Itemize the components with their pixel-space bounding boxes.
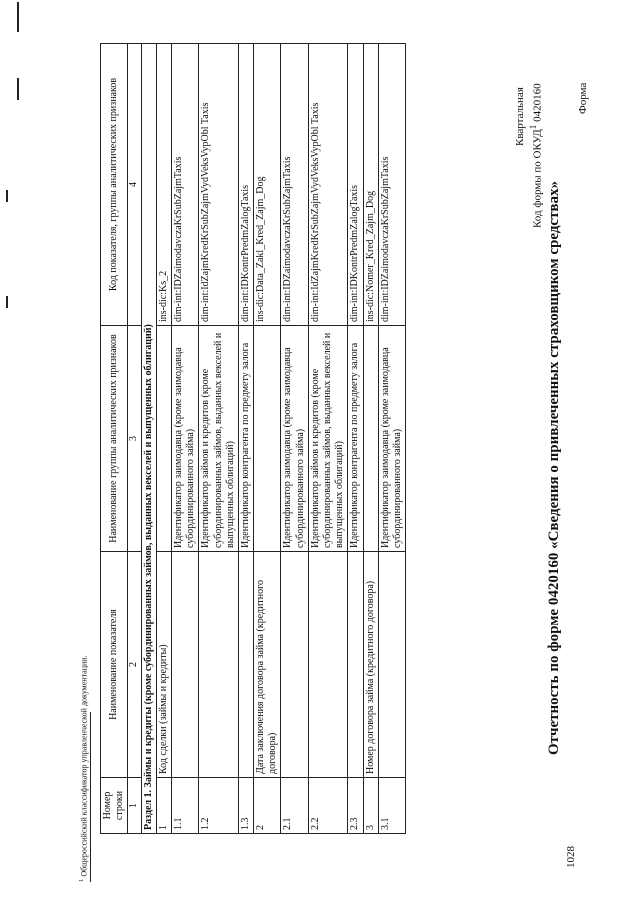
indicator-code: ins-dic:Ks_2 (156, 44, 171, 326)
footnote (78, 655, 89, 882)
row-number: 3.1 (378, 778, 405, 834)
row-number: 2 (254, 778, 281, 834)
indicator-name: Дата заключения договора займа (кредитного договора) (254, 552, 281, 778)
table-header-row (101, 44, 128, 834)
indicator-name: Номер договора займа (кредитного договора) (363, 552, 378, 778)
indicator-code: dim-int:IDKontrPredmZalogTaxis (348, 44, 363, 326)
column-number: 3 (128, 326, 141, 552)
indicator-name (199, 552, 239, 778)
document-page (50, 28, 610, 888)
okud-line (528, 83, 544, 228)
row-number: 1.1 (171, 778, 198, 834)
group-name: Идентификатор заимодавца (кроме заимодавца субординированного займа) (281, 326, 308, 552)
table-row (281, 44, 308, 834)
group-name: Идентификатор контрагента по предмету залога (348, 326, 363, 552)
table-row (363, 44, 378, 834)
scan-mark (6, 296, 8, 308)
group-name: Идентификатор заимодавца (кроме заимодавца субординированного займа) (171, 326, 198, 552)
report-table (100, 43, 406, 834)
indicator-name (238, 552, 253, 778)
indicator-name (378, 552, 405, 778)
group-name (363, 326, 378, 552)
indicator-name (281, 552, 308, 778)
table-row (156, 44, 171, 834)
document-title: Отчетность по форме 0420160 «Сведения о привлеченных страховщиком средствах» (546, 180, 562, 756)
row-number: 2.2 (308, 778, 348, 834)
group-name: Идентификатор займов и кредитов (кроме субординированных займов, выданных векселей и выпущенных облигаций) (308, 326, 348, 552)
okud-label: Код формы по ОКУД (531, 129, 544, 228)
column-number-row (128, 44, 141, 834)
indicator-code: dim-int:IDZaimodavczaKrSubZajmTaxis (171, 44, 198, 326)
row-number: 1.3 (238, 778, 253, 834)
table-row (171, 44, 198, 834)
table-row (254, 44, 281, 834)
okud-code: 0420160 (531, 83, 544, 122)
scan-mark (6, 190, 8, 202)
indicator-name (308, 552, 348, 778)
table-row (378, 44, 405, 834)
header-code: Код показателя, группы аналитических признаков (101, 44, 128, 326)
row-number: 1.2 (199, 778, 239, 834)
row-number: 3 (363, 778, 378, 834)
indicator-code: ins-dic:Nomer_Kred_Zajm_Dog (363, 44, 378, 326)
header-group-name: Наименование группы аналитических признаков (101, 326, 128, 552)
column-number: 1 (128, 778, 141, 834)
page-number: 1028 (565, 846, 577, 868)
row-number: 2.3 (348, 778, 363, 834)
footnote-separator (90, 712, 91, 882)
scan-mark (17, 78, 19, 100)
section-title: Раздел 1. Займы и кредиты (кроме субординированных займов, выданных векселей и выпущенных облигаций) (141, 44, 156, 834)
column-number: 4 (128, 44, 141, 326)
table-row (238, 44, 253, 834)
table-row (348, 44, 363, 834)
column-number: 2 (128, 552, 141, 778)
okud-footnote-ref: 1 (528, 124, 538, 130)
group-name: Идентификатор займов и кредитов (кроме субординированных займов, выданных векселей и выпущенных облигаций) (199, 326, 239, 552)
group-name (254, 326, 281, 552)
indicator-name (348, 552, 363, 778)
indicator-name: Код сделки (займы и кредиты) (156, 552, 171, 778)
footnote-text: Общероссийский классификатор управленческой документации. (79, 655, 89, 877)
section-row (141, 44, 156, 834)
indicator-code: dim-int:IDZaimodavczaKrSubZajmTaxis (281, 44, 308, 326)
period-label: Квартальная (514, 87, 526, 146)
footnote-mark: 1 (78, 878, 85, 882)
table-row (308, 44, 348, 834)
header-row-number: Номер строки (101, 778, 128, 834)
indicator-code: dim-int:IDKontrPredmZalogTaxis (238, 44, 253, 326)
indicator-code: dim-int:IDZaimodavczaKrSubZajmTaxis (378, 44, 405, 326)
table-row (199, 44, 239, 834)
indicator-code: dim-int:IdZajmKredKrSubZajmVydVeksVypObl Taxis (199, 44, 239, 326)
row-number: 2.1 (281, 778, 308, 834)
indicator-code: ins-dic:Data_Zakl_Kred_Zajm_Dog (254, 44, 281, 326)
form-label: Форма (577, 82, 589, 114)
group-name: Идентификатор заимодавца (кроме заимодавца субординированного займа) (378, 326, 405, 552)
indicator-name (171, 552, 198, 778)
indicator-code: dim-int:IdZajmKredKrSubZajmVydVeksVypObl Taxis (308, 44, 348, 326)
header-indicator-name: Наименование показателя (101, 552, 128, 778)
scan-mark (17, 2, 19, 32)
row-number: 1 (156, 778, 171, 834)
group-name: Идентификатор контрагента по предмету залога (238, 326, 253, 552)
group-name (156, 326, 171, 552)
